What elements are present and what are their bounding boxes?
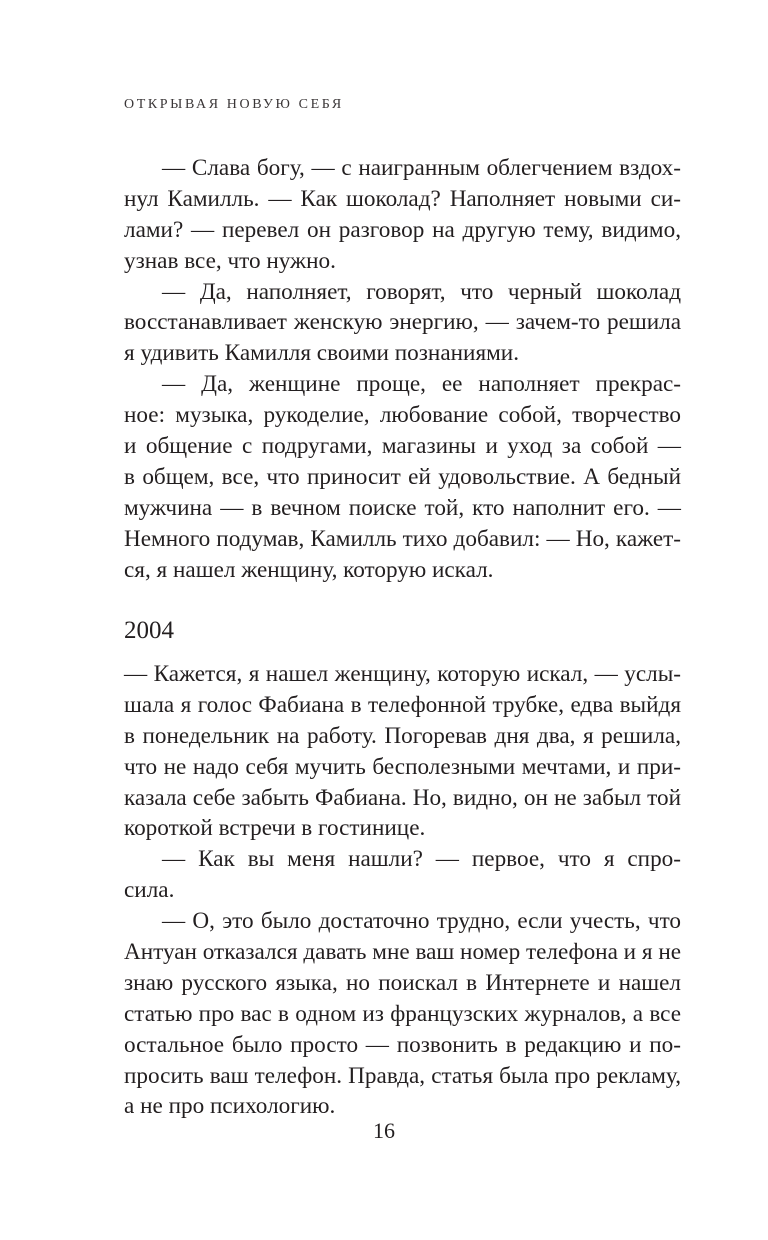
text-line: ся, я нашел женщину, которую искал. <box>124 556 494 583</box>
text-line: в понедельник на работу. Погоревав дня два, я решила, <box>124 722 681 749</box>
text-line: нул Камилль. — Как шоколад? Наполняет новыми си- <box>124 185 681 212</box>
text-line: Немного подумав, Камилль тихо добавил: — Но, кажет- <box>124 525 681 552</box>
text-line: — Да, женщине проще, ее наполняет прекрас- <box>162 371 681 398</box>
text-line: шала я голос Фабиана в телефонной трубке, едва выйдя <box>124 691 681 718</box>
text-line: казала себе забыть Фабиана. Но, видно, он не забыл той <box>124 784 681 811</box>
text-line: — О, это было достаточно трудно, если учесть, что <box>162 908 681 935</box>
text-line: в общем, все, что приносит ей удовольствие. А бедный <box>124 463 681 490</box>
text-line: — Кажется, я нашел женщину, которую искал, — услы- <box>124 661 681 687</box>
text-line: Антуан отказался давать мне ваш номер телефона и я не <box>124 939 682 966</box>
text-line: короткой встречи в гостинице. <box>124 815 426 842</box>
text-line: узнав все, что нужно. <box>124 247 336 274</box>
text-line: мужчина — в вечном поиске той, кто наполнит его. — <box>124 494 681 521</box>
running-head: ОТКРЫВАЯ НОВУЮ СЕБЯ <box>124 97 344 112</box>
text-line: лами? — перевел он разговор на другую тему, видимо, <box>124 216 681 243</box>
page-number: 16 <box>373 1118 395 1143</box>
text-line: — Как вы меня нашли? — первое, что я спро- <box>162 846 681 873</box>
text-line: сила. <box>124 877 175 904</box>
text-line: остальное было просто — позвонить в редакцию и по- <box>124 1031 681 1058</box>
text-line: а не про психологию. <box>124 1093 336 1120</box>
text-line: — Да, наполняет, говорят, что черный шоколад <box>162 278 681 305</box>
text-block-two <box>124 659 681 1122</box>
text-line: статью про вас в одном из французских журналов, а все <box>124 1000 681 1027</box>
text-line: и общение с подругами, магазины и уход за собой — <box>124 433 681 460</box>
text-line: просить ваш телефон. Правда, статья была про рекламу, <box>124 1062 681 1089</box>
section-heading-year: 2004 <box>124 617 174 644</box>
text-line: знаю русского языка, но поискал в Интернете и нашел <box>124 969 681 996</box>
text-line: — Слава богу, — с наигранным облегчением вздох- <box>162 155 681 181</box>
text-block-one <box>124 153 681 585</box>
text-line: я удивить Камилля своими познаниями. <box>124 340 519 367</box>
text-line: что не надо себя мучить бесполезными мечтами, и при- <box>124 753 681 780</box>
text-line: ное: музыка, рукоделие, любование собой, творчество <box>124 402 681 429</box>
text-line: восстанавливает женскую энергию, — зачем-то решила <box>124 309 681 336</box>
